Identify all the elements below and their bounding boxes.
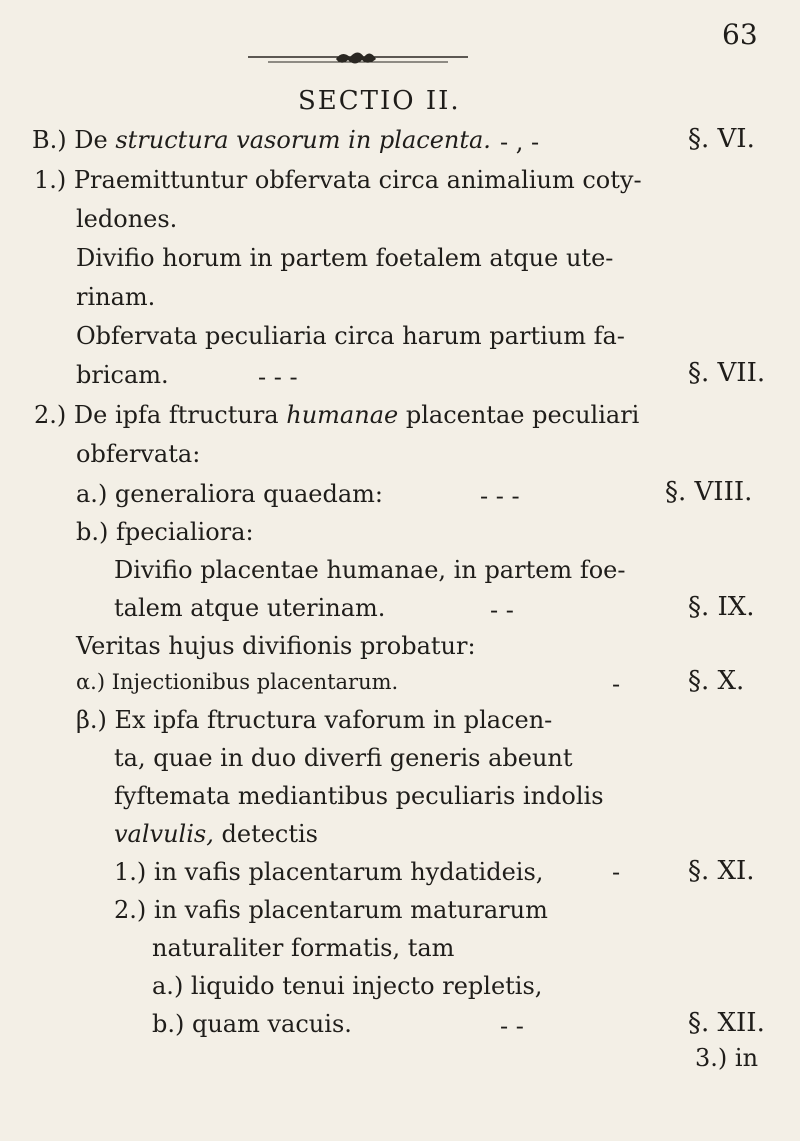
text-line: 1.) in vafis placentarum hydatideis,: [114, 858, 544, 886]
text-line: bricam.: [76, 361, 169, 389]
ornament-icon: [248, 48, 468, 70]
text-line: ta, quae in duo diverfi generis abeunt: [114, 744, 573, 772]
subsection-b-label: B.) De: [32, 126, 108, 154]
text-line: α.) Injectionibus placentarum.: [76, 670, 399, 694]
text-span: detectis: [221, 820, 318, 848]
text-line: Divifio placentae humanae, in partem foe-: [114, 556, 626, 584]
section-ref-xii: §. XII.: [688, 1008, 765, 1038]
leader-dashes: - - -: [258, 363, 298, 391]
text-line: obfervata:: [76, 440, 201, 468]
text-line: a.) generaliora quaedam:: [76, 480, 383, 508]
text-line: b.) fpecialiora:: [76, 518, 254, 546]
text-line: Veritas hujus divifionis probatur:: [76, 632, 476, 660]
text-line: naturaliter formatis, tam: [152, 934, 455, 962]
leader-dashes: - , -: [500, 128, 540, 156]
emphasis-span: humanae: [286, 401, 399, 429]
section-ref-vi: §. VI.: [688, 124, 755, 154]
text-line: ledones.: [76, 205, 178, 233]
subsection-b-topic: structura vasorum in placenta.: [115, 126, 491, 154]
text-line: 1.) Praemittuntur obfervata circa animalium coty-: [34, 166, 642, 194]
section-heading: SECTIO II.: [298, 86, 461, 116]
leader-dashes: -: [612, 858, 621, 886]
section-ref-x: §. X.: [688, 666, 745, 696]
text-line: b.) quam vacuis.: [152, 1010, 352, 1038]
subsection-2-title: [34, 401, 639, 429]
section-ref-xi: §. XI.: [688, 856, 755, 886]
emphasis-span: valvulis,: [114, 820, 214, 848]
subsection-b-title: [32, 126, 491, 154]
text-span: placentae peculiari: [405, 401, 640, 429]
text-line: 2.) in vafis placentarum maturarum: [114, 896, 548, 924]
text-line: rinam.: [76, 283, 156, 311]
text-line: Divifio horum in partem foetalem atque ute-: [76, 244, 614, 272]
text-line: talem atque uterinam.: [114, 594, 386, 622]
text-line: a.) liquido tenui injecto repletis,: [152, 972, 543, 1000]
leader-dashes: -: [612, 670, 621, 698]
leader-dashes: - -: [500, 1012, 524, 1040]
leader-dashes: - - -: [480, 482, 520, 510]
text-line: [114, 820, 318, 848]
text-line: Obfervata peculiaria circa harum partium fa-: [76, 322, 625, 350]
section-ref-vii: §. VII.: [688, 358, 766, 388]
text-span: 2.) De ipfa ftructura: [34, 401, 279, 429]
leader-dashes: - -: [490, 596, 514, 624]
text-line: β.) Ex ipfa ftructura vaforum in placen-: [76, 706, 553, 734]
section-ref-ix: §. IX.: [688, 592, 755, 622]
section-ref-viii: §. VIII.: [665, 477, 753, 507]
catchword: 3.) in: [695, 1044, 759, 1072]
text-line: fyftemata mediantibus peculiaris indolis: [114, 782, 604, 810]
page-number: 63: [722, 18, 758, 51]
